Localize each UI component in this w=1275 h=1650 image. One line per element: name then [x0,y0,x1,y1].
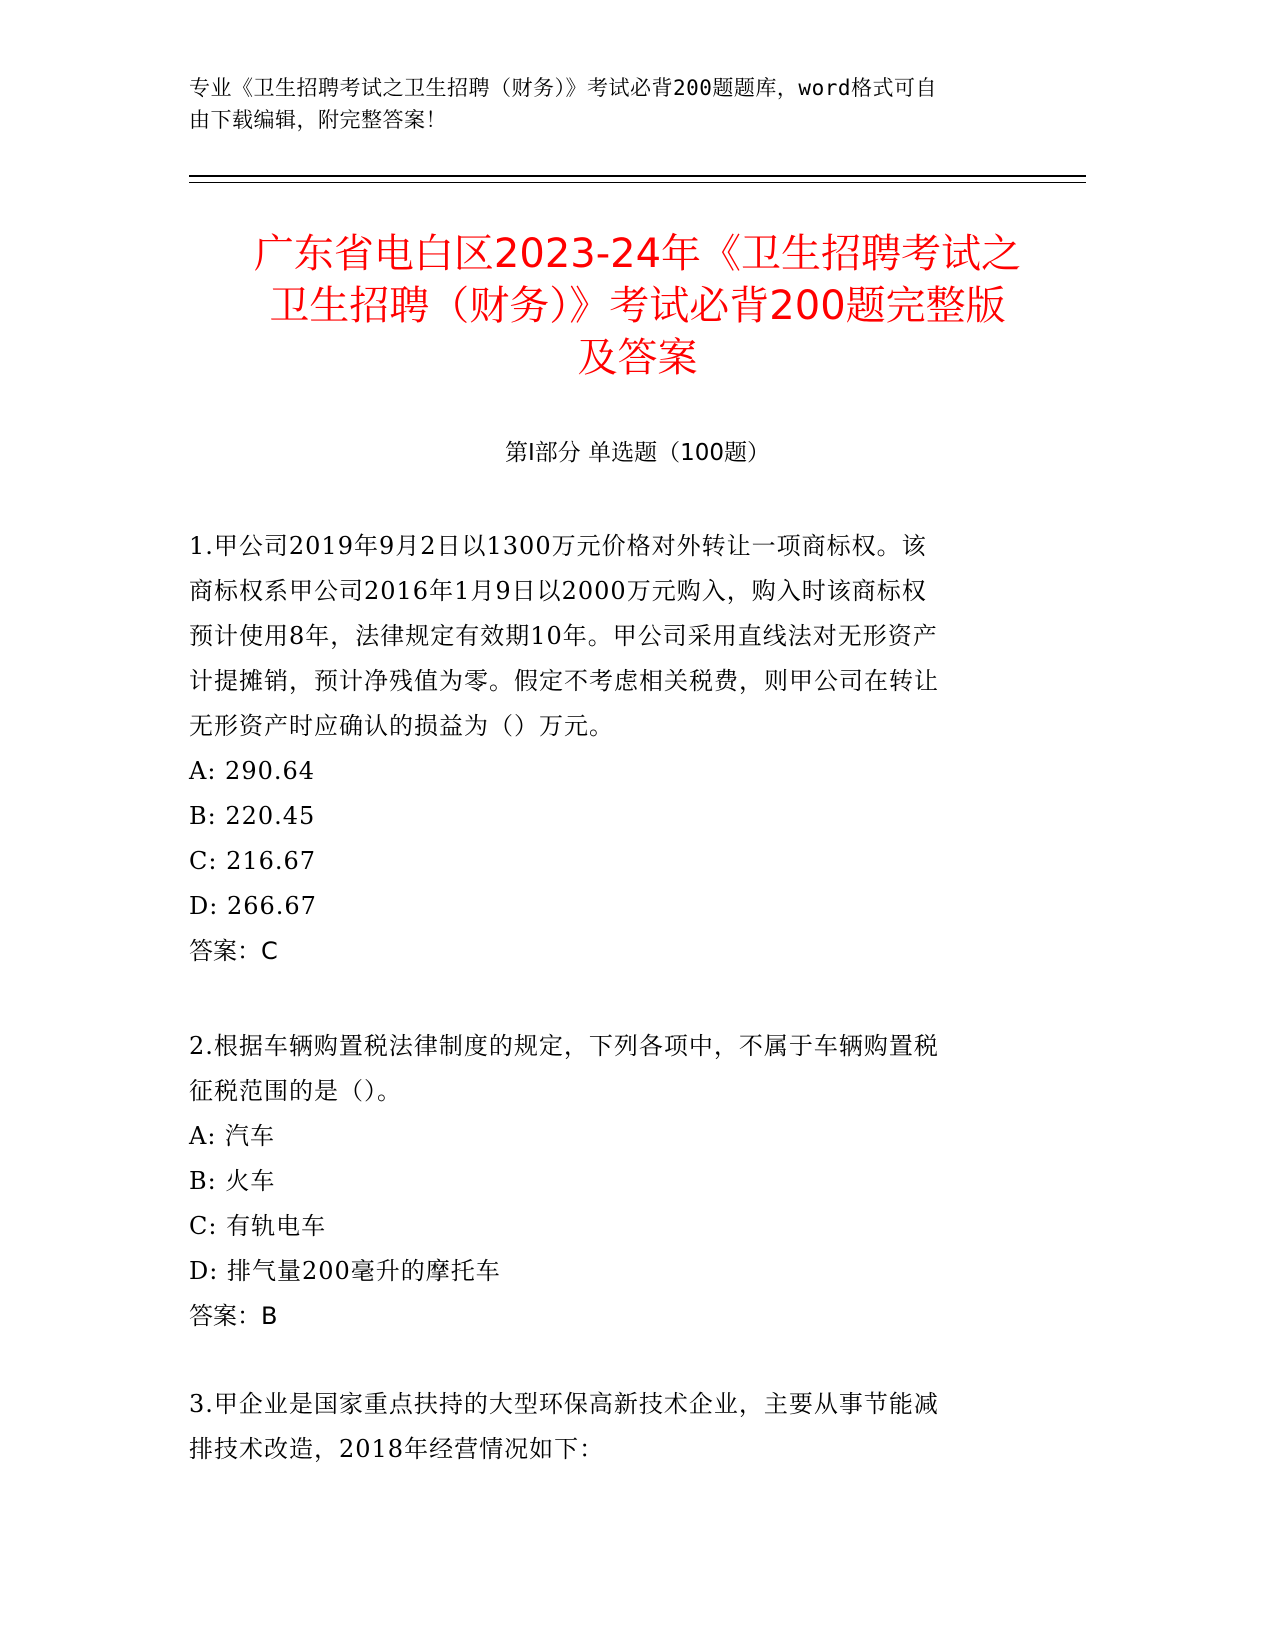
stem-line: 征税范围的是（）。 [189,1077,402,1105]
option-c: C: 有轨电车 [189,1212,327,1240]
answer: 答案：B [189,1302,278,1330]
stem-line: 预计使用8年，法律规定有效期10年。甲公司采用直线法对无形资产 [189,622,938,650]
stem-line: 2.根据车辆购置税法律制度的规定，下列各项中，不属于车辆购置税 [189,1032,939,1060]
header-note-line: 由下载编辑，附完整答案！ [189,108,447,132]
header-note [189,72,1079,136]
question-stem [189,1024,1059,1114]
stem-line: 排技术改造，2018年经营情况如下： [189,1435,605,1463]
question-stem [189,524,1059,749]
option-d: D: 266.67 [189,892,317,920]
header-divider-thin [189,182,1086,183]
question-1 [189,524,1059,974]
stem-line: 商标权系甲公司2016年1月9日以2000万元购入，购入时该商标权 [189,577,927,605]
question-3 [189,1382,1059,1472]
stem-line: 无形资产时应确认的损益为（）万元。 [189,712,614,740]
question-stem [189,1382,1059,1472]
option-d: D: 排气量200毫升的摩托车 [189,1257,501,1285]
section-heading: 第Ⅰ部分 单选题（100题） [505,440,770,466]
answer: 答案：C [189,937,278,965]
stem-line: 计提摊销，预计净残值为零。假定不考虑相关税费，则甲公司在转让 [189,667,939,695]
stem-line: 3.甲企业是国家重点扶持的大型环保高新技术企业，主要从事节能减 [189,1390,939,1418]
option-b: B: 220.45 [189,802,316,830]
option-b: B: 火车 [189,1167,276,1195]
stem-line: 1.甲公司2019年9月2日以1300万元价格对外转让一项商标权。该 [189,532,927,560]
title-line: 卫生招聘（财务）》考试必背200题完整版 [269,283,1006,329]
option-a: A: 290.64 [189,757,316,785]
header-note-line: 专业《卫生招聘考试之卫生招聘（财务）》考试必背200题题库，word格式可自 [189,76,937,100]
option-c: C: 216.67 [189,847,317,875]
question-2 [189,1024,1059,1339]
header-divider-thick [189,175,1086,177]
option-a: A: 汽车 [189,1122,276,1150]
title-line: 及答案 [577,335,698,381]
document-title [189,228,1086,384]
title-line: 广东省电白区2023-24年《卫生招聘考试之 [253,231,1022,277]
